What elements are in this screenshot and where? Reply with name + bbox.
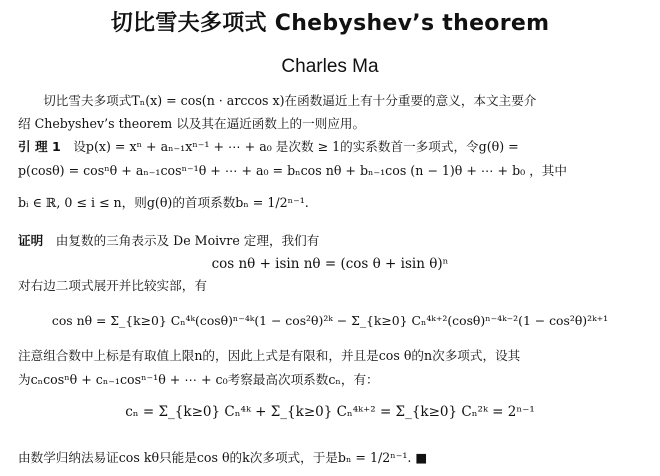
proof-label: 证明 [18, 233, 44, 248]
proof-line-1 [18, 232, 648, 250]
intro-line-2: 绍 Chebyshev’s theorem 以及其在逼近函数上的一则应用。 [18, 116, 366, 131]
lemma-line-2: p(cosθ) = cosⁿθ + aₙ₋₁cosⁿ⁻¹θ + ⋯ + a₀ = bₙcos nθ + bₙ₋₁cos (n − 1)θ + ⋯ + b₀ ，其中 [18, 163, 567, 178]
intro-line-1: 切比雪夫多项式Tₙ(x) = cos(n · arccos x)在函数逼近上有十分重要的意义，本文主要介 [18, 93, 537, 108]
expand-line: 对右边二项式展开并比较实部，有 [18, 278, 207, 293]
equation-de-moivre: cos nθ + isin nθ = (cos θ + isin θ)ⁿ [211, 256, 449, 272]
conclusion-line: 由数学归纳法易证cos kθ只能是cos θ的k次多项式，于是bₙ = 1/2ⁿ⁻¹. ■ [18, 450, 428, 465]
equation-expansion: cos nθ = Σ_{k≥0} Cₙ⁴ᵏ(cosθ)ⁿ⁻⁴ᵏ(1 − cos²θ)²ᵏ − Σ_{k≥0} Cₙ⁴ᵏ⁺²(cosθ)ⁿ⁻⁴ᵏ⁻²(1 − cos²θ)²ᵏ⁺¹ [51, 313, 609, 328]
proof-intro-text: 由复数的三角表示及 De Moivre 定理，我们有 [43, 233, 320, 248]
page-title: 切比雪夫多项式 Chebyshev’s theorem [110, 11, 550, 36]
lemma-label: 引 理 1 [18, 139, 61, 154]
note-line-2: 为cₙcosⁿθ + cₙ₋₁cosⁿ⁻¹θ + ⋯ + c₀考察最高次项系数cₙ，有： [18, 372, 379, 387]
lemma-statement-1: 设p(x) = xⁿ + aₙ₋₁xⁿ⁻¹ + ⋯ + a₀ 是次数 ≥ 1的实系数首一多项式，令g(θ) = [60, 139, 519, 154]
equation-coefficient: cₙ = Σ_{k≥0} Cₙ⁴ᵏ + Σ_{k≥0} Cₙ⁴ᵏ⁺² = Σ_{k≥0} Cₙ²ᵏ = 2ⁿ⁻¹ [125, 404, 535, 420]
author-name: Charles Ma [281, 56, 379, 77]
lemma-line-1 [18, 138, 648, 156]
note-line-1: 注意组合数中上标是有取值上限n的，因此上式是有限和，并且是cos θ的n次多项式，设其 [18, 348, 521, 363]
lemma-line-3: bᵢ ∈ ℝ, 0 ≤ i ≤ n，则g(θ)的首项系数bₙ = 1/2ⁿ⁻¹. [18, 195, 309, 210]
